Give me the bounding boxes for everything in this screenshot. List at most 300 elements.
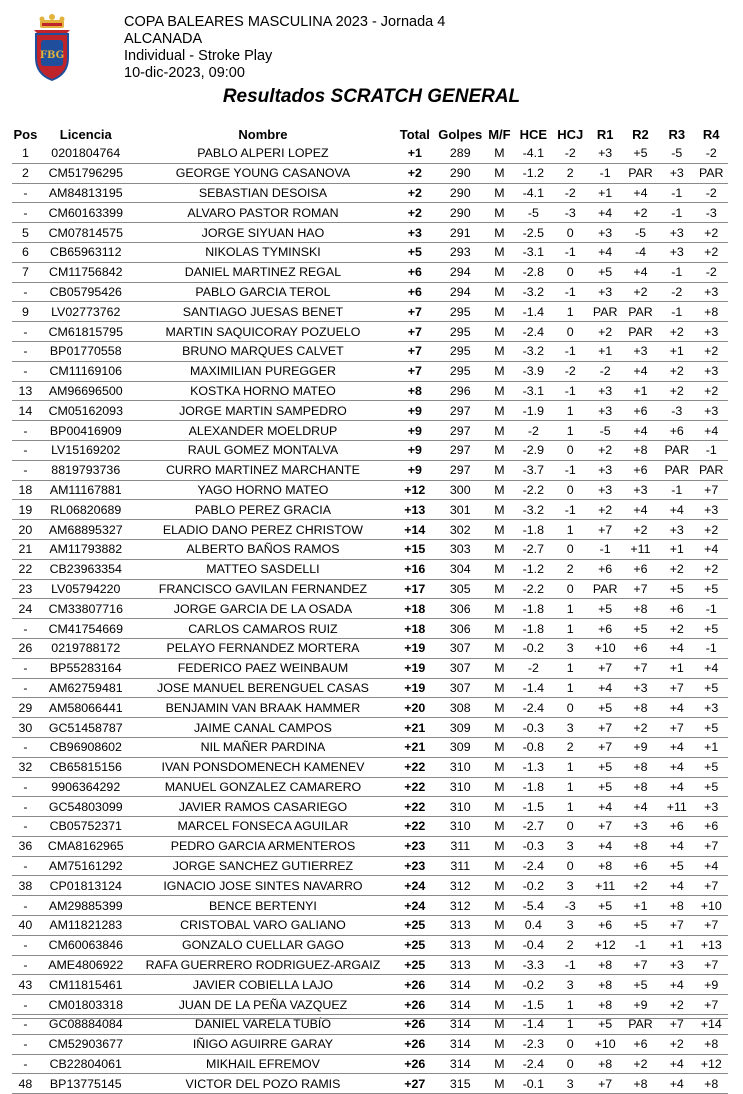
- cell-licencia: AME4806922: [48, 958, 124, 973]
- results-body: [12, 144, 728, 1094]
- cell-r4: +7: [704, 482, 719, 497]
- cell-pos: -: [23, 859, 28, 874]
- cell-golpes: 313: [449, 958, 471, 973]
- cell-hce: -2.7: [522, 819, 545, 834]
- cell-r2: +8: [633, 779, 648, 794]
- table-row: [12, 955, 728, 975]
- logo-lettering: FBG: [39, 50, 65, 61]
- cell-total: +22: [404, 760, 426, 775]
- cell-r1: +11: [595, 878, 616, 893]
- col-header-licencia: Licencia: [59, 126, 112, 142]
- cell-pos: 22: [18, 562, 33, 577]
- cell-golpes: 303: [449, 542, 471, 557]
- table-row: [12, 322, 728, 342]
- cell-r3: +6: [669, 423, 684, 438]
- cell-hce: -3.1: [522, 383, 545, 398]
- cell-total: +7: [407, 364, 422, 379]
- cell-nombre: SEBASTIAN DESOISA: [198, 185, 327, 200]
- cell-hcj: 0: [566, 265, 574, 280]
- cell-golpes: 295: [449, 324, 471, 339]
- cell-r2: +2: [633, 522, 648, 537]
- table-row: [12, 757, 728, 777]
- cell-r4: +2: [704, 344, 719, 359]
- cell-licencia: AM11793882: [49, 542, 123, 557]
- cell-total: +9: [407, 463, 422, 478]
- cell-pos: -: [23, 205, 28, 220]
- table-row: [12, 718, 728, 738]
- cell-mf: M: [494, 403, 505, 418]
- cell-r1: +7: [598, 819, 613, 834]
- cell-r2: +3: [633, 819, 648, 834]
- cell-r4: +3: [704, 324, 719, 339]
- cell-pos: 14: [18, 403, 33, 418]
- cell-r3: +4: [669, 641, 684, 656]
- cell-r4: -2: [705, 185, 717, 200]
- cell-pos: 32: [18, 760, 33, 775]
- cell-r3: +6: [669, 601, 684, 616]
- cell-r2: +8: [633, 839, 648, 854]
- cell-hce: -4.1: [522, 146, 545, 161]
- cell-hcj: 1: [566, 997, 574, 1012]
- table-row: [12, 797, 728, 817]
- cell-nombre: MANUEL GONZALEZ CAMARERO: [164, 779, 362, 794]
- cell-r1: +5: [598, 265, 613, 280]
- table-row: [12, 1074, 728, 1094]
- cell-r3: +4: [669, 977, 684, 992]
- cell-licencia: CB96908602: [49, 740, 122, 755]
- cell-r4: +2: [704, 383, 719, 398]
- cell-r3: +4: [669, 1076, 684, 1091]
- cell-r4: +3: [704, 364, 719, 379]
- cell-nombre: ALBERTO BAÑOS RAMOS: [186, 542, 340, 557]
- cell-r1: +12: [594, 938, 616, 953]
- cell-total: +22: [404, 779, 426, 794]
- cell-hcj: 0: [566, 1037, 574, 1052]
- cell-golpes: 309: [449, 740, 471, 755]
- cell-total: +19: [404, 661, 426, 676]
- col-header-mf: M/F: [488, 126, 511, 142]
- cell-nombre: RAUL GOMEZ MONTALVA: [187, 443, 339, 458]
- cell-hce: -4.1: [522, 185, 545, 200]
- cell-r4: +6: [704, 819, 719, 834]
- cell-total: +7: [407, 344, 422, 359]
- cell-hce: -2.4: [522, 324, 545, 339]
- cell-total: +2: [407, 185, 422, 200]
- cell-total: +18: [404, 601, 426, 616]
- cell-pos: 43: [18, 977, 33, 992]
- cell-total: +24: [404, 878, 426, 893]
- cell-r2: +6: [633, 1037, 648, 1052]
- cell-r3: -1: [671, 304, 683, 319]
- cell-r4: +5: [704, 720, 719, 735]
- cell-pos: 2: [21, 166, 29, 181]
- cell-r4: -3: [705, 205, 717, 220]
- cell-r2: +4: [633, 364, 648, 379]
- cell-r4: -1: [705, 641, 717, 656]
- cell-total: +3: [407, 225, 422, 240]
- cell-r2: +6: [633, 403, 648, 418]
- cell-hce: -1.2: [522, 562, 545, 577]
- cell-r2: +6: [633, 562, 648, 577]
- cell-r2: -4: [634, 245, 646, 260]
- cell-r2: +4: [633, 265, 648, 280]
- cell-hce: -0.2: [522, 878, 545, 893]
- col-header-golpes: Golpes: [438, 126, 483, 142]
- cell-hce: -2.4: [522, 859, 545, 874]
- cell-golpes: 295: [449, 344, 471, 359]
- cell-hce: -2.3: [522, 1037, 545, 1052]
- cell-pos: 30: [18, 720, 33, 735]
- cell-r1: +4: [598, 245, 613, 260]
- cell-r2: +7: [633, 958, 648, 973]
- cell-hce: -2.4: [522, 700, 545, 715]
- cell-hce: -2.8: [522, 265, 545, 280]
- cell-hcj: 3: [566, 720, 574, 735]
- cell-r1: -5: [599, 423, 611, 438]
- table-row: [12, 539, 728, 559]
- cell-r2: +8: [633, 1076, 648, 1091]
- cell-hcj: 0: [566, 700, 574, 715]
- cell-golpes: 295: [449, 364, 471, 379]
- cell-r1: +3: [598, 482, 613, 497]
- cell-hcj: 2: [566, 938, 574, 953]
- cell-pos: 24: [18, 601, 33, 616]
- cell-licencia: CM51796295: [48, 166, 123, 181]
- cell-r1: -1: [599, 542, 611, 557]
- cell-r2: PAR: [628, 1017, 653, 1032]
- cell-r2: +9: [633, 740, 648, 755]
- cell-nombre: PABLO PEREZ GRACIA: [194, 502, 331, 517]
- cell-r4: +14: [700, 1017, 722, 1032]
- cell-mf: M: [494, 760, 505, 775]
- cell-r3: +11: [666, 799, 687, 814]
- cell-hce: -2.2: [522, 581, 545, 596]
- cell-pos: 36: [18, 839, 33, 854]
- cell-licencia: CB65815156: [49, 760, 122, 775]
- cell-pos: -: [23, 1057, 28, 1072]
- results-table: [12, 124, 728, 1094]
- cell-mf: M: [494, 819, 505, 834]
- cell-pos: -: [23, 779, 28, 794]
- cell-nombre: JOSE MANUEL BERENGUEL CASAS: [157, 680, 369, 695]
- cell-mf: M: [494, 383, 505, 398]
- cell-r4: +1: [704, 740, 719, 755]
- cell-pos: 20: [18, 522, 33, 537]
- col-header-total: Total: [399, 126, 430, 142]
- cell-mf: M: [494, 205, 505, 220]
- cell-licencia: BP01770558: [49, 344, 122, 359]
- cell-licencia: GC54803099: [48, 799, 123, 814]
- cell-total: +17: [404, 581, 426, 596]
- cell-total: +2: [407, 166, 422, 181]
- cell-licencia: CB65963112: [50, 245, 122, 260]
- cell-mf: M: [494, 997, 505, 1012]
- table-row: [12, 203, 728, 223]
- cell-total: +6: [407, 265, 422, 280]
- cell-pos: 18: [18, 482, 33, 497]
- table-row: [12, 658, 728, 678]
- cell-nombre: PABLO GARCIA TEROL: [195, 284, 331, 299]
- cell-mf: M: [494, 581, 505, 596]
- cell-r2: PAR: [628, 324, 653, 339]
- cell-total: +26: [404, 1057, 426, 1072]
- cell-licencia: AM11167881: [49, 482, 122, 497]
- cell-r3: +1: [669, 938, 684, 953]
- cell-r4: -1: [705, 601, 717, 616]
- cell-mf: M: [494, 225, 505, 240]
- cell-total: +23: [404, 859, 426, 874]
- cell-licencia: CB05795426: [49, 284, 122, 299]
- cell-hcj: 0: [566, 581, 574, 596]
- cell-total: +27: [404, 1076, 426, 1091]
- cell-r2: +5: [633, 918, 648, 933]
- cell-golpes: 314: [449, 977, 471, 992]
- cell-nombre: MARCEL FONSECA AGUILAR: [177, 819, 349, 834]
- cell-mf: M: [494, 977, 505, 992]
- table-row: [12, 599, 728, 619]
- cell-golpes: 296: [449, 383, 471, 398]
- cell-mf: M: [494, 661, 505, 676]
- cell-total: +25: [404, 958, 426, 973]
- cell-hce: -2.2: [522, 482, 545, 497]
- cell-hcj: 3: [566, 918, 574, 933]
- cell-pos: 29: [18, 700, 33, 715]
- table-row: [12, 737, 728, 757]
- cell-r2: -5: [634, 225, 646, 240]
- cell-hce: -1.3: [522, 760, 545, 775]
- cell-hcj: 1: [566, 1017, 574, 1032]
- table-row: [12, 856, 728, 876]
- cell-hcj: 3: [566, 1076, 574, 1091]
- cell-licencia: AM62759481: [48, 680, 123, 695]
- cell-total: +26: [404, 977, 426, 992]
- cell-pos: -: [23, 344, 28, 359]
- cell-hcj: 2: [566, 166, 574, 181]
- cell-total: +21: [404, 740, 426, 755]
- cell-r4: +2: [704, 562, 719, 577]
- cell-golpes: 300: [449, 482, 471, 497]
- cell-r1: +6: [598, 918, 613, 933]
- table-row: [12, 896, 728, 916]
- cell-nombre: JAVIER RAMOS CASARIEGO: [178, 799, 348, 814]
- table-row: [12, 975, 728, 995]
- table-row: [12, 559, 728, 579]
- cell-mf: M: [494, 324, 505, 339]
- cell-r1: +1: [598, 344, 613, 359]
- cell-r4: +10: [700, 898, 722, 913]
- cell-golpes: 305: [449, 581, 471, 596]
- cell-total: +16: [404, 562, 426, 577]
- cell-r3: +3: [669, 958, 684, 973]
- cell-nombre: YAGO HORNO MATEO: [197, 482, 329, 497]
- cell-licencia: AM11821283: [49, 918, 123, 933]
- table-row: [12, 817, 728, 837]
- cell-nombre: DANIEL VARELA TUBÍO: [194, 1017, 331, 1032]
- cell-hcj: -1: [564, 383, 576, 398]
- cell-r3: +1: [669, 344, 684, 359]
- cell-r2: +2: [633, 878, 648, 893]
- cell-nombre: FEDERICO PAEZ WEINBAUM: [177, 661, 349, 676]
- cell-mf: M: [494, 779, 505, 794]
- cell-golpes: 304: [449, 562, 471, 577]
- cell-golpes: 310: [449, 819, 471, 834]
- cell-mf: M: [494, 522, 505, 537]
- event-format: Individual - Stroke Play: [124, 48, 273, 64]
- table-row: [12, 836, 728, 856]
- cell-nombre: VICTOR DEL POZO RAMIS: [185, 1076, 341, 1091]
- cell-licencia: CP01813124: [49, 878, 122, 893]
- cell-pos: -: [23, 1017, 28, 1032]
- cell-r2: +8: [633, 443, 648, 458]
- cell-r1: +3: [598, 225, 613, 240]
- cell-licencia: AM58066441: [48, 700, 123, 715]
- col-header-hce: HCE: [519, 126, 548, 142]
- cell-golpes: 293: [449, 245, 471, 260]
- cell-pos: -: [23, 740, 28, 755]
- cell-pos: 40: [18, 918, 33, 933]
- cell-licencia: CM61815795: [48, 324, 123, 339]
- table-row: [12, 500, 728, 520]
- cell-nombre: CRISTOBAL VARO GALIANO: [180, 918, 346, 933]
- cell-r3: -2: [671, 284, 683, 299]
- cell-licencia: RL06820689: [50, 502, 122, 517]
- cell-hcj: -1: [564, 245, 576, 260]
- cell-hce: -1.5: [522, 997, 545, 1012]
- cell-licencia: CM11169106: [49, 364, 123, 379]
- cell-r4: +5: [704, 581, 719, 596]
- cell-hce: -3.9: [522, 364, 545, 379]
- cell-nombre: NIL MAÑER PARDINA: [200, 740, 326, 755]
- cell-r4: +9: [704, 977, 719, 992]
- cell-hce: -3.3: [522, 958, 545, 973]
- cell-nombre: PABLO ALPERI LOPEZ: [197, 146, 329, 161]
- cell-licencia: AM96696500: [48, 383, 123, 398]
- cell-total: +26: [404, 1017, 426, 1032]
- cell-nombre: MATTEO SASDELLI: [206, 562, 320, 577]
- cell-licencia: CB05752371: [49, 819, 122, 834]
- cell-licencia: AM29885399: [48, 898, 123, 913]
- cell-hce: -1.9: [522, 403, 545, 418]
- cell-hcj: 1: [566, 403, 574, 418]
- cell-golpes: 307: [449, 661, 471, 676]
- cell-golpes: 307: [449, 680, 471, 695]
- cell-r3: +2: [669, 997, 684, 1012]
- cell-nombre: IVAN PONSDOMENECH KAMENEV: [161, 760, 365, 775]
- cell-r2: +2: [633, 1057, 648, 1072]
- cell-licencia: BP13775145: [49, 1076, 122, 1091]
- cell-r4: +4: [704, 542, 719, 557]
- cell-hce: -5.4: [522, 898, 545, 913]
- cell-nombre: BENCE BERTENYI: [209, 898, 317, 913]
- cell-hce: -3.2: [522, 344, 545, 359]
- cell-mf: M: [494, 1037, 505, 1052]
- cell-golpes: 307: [449, 641, 471, 656]
- cell-mf: M: [494, 1017, 505, 1032]
- cell-r2: +3: [633, 482, 648, 497]
- cell-r2: +1: [633, 383, 648, 398]
- cell-licencia: CMA8162965: [47, 839, 124, 854]
- cell-nombre: KOSTKA HORNO MATEO: [190, 383, 336, 398]
- cell-r2: +8: [633, 700, 648, 715]
- cell-total: +22: [404, 799, 426, 814]
- cell-mf: M: [494, 344, 505, 359]
- cell-hce: -2.4: [522, 1057, 545, 1072]
- cell-licencia: GC51458787: [48, 720, 123, 735]
- cell-licencia: CM41754669: [48, 621, 123, 636]
- cell-r3: +4: [669, 760, 684, 775]
- cell-r3: +2: [669, 1037, 684, 1052]
- cell-r1: +10: [594, 641, 616, 656]
- cell-pos: -: [23, 443, 28, 458]
- cell-r2: +5: [633, 146, 648, 161]
- cell-r2: +7: [633, 581, 648, 596]
- cell-mf: M: [494, 423, 505, 438]
- cell-mf: M: [494, 740, 505, 755]
- cell-mf: M: [494, 799, 505, 814]
- cell-licencia: 0201804764: [51, 146, 121, 161]
- cell-golpes: 297: [449, 403, 471, 418]
- cell-mf: M: [494, 918, 505, 933]
- cell-hcj: 0: [566, 324, 574, 339]
- cell-r2: +2: [633, 284, 648, 299]
- cell-golpes: 314: [449, 997, 471, 1012]
- cell-golpes: 314: [449, 1057, 471, 1072]
- cell-pos: -: [23, 938, 28, 953]
- cell-nombre: JAIME CANAL CAMPOS: [193, 720, 332, 735]
- cell-r2: +3: [633, 344, 648, 359]
- cell-r4: +4: [704, 423, 719, 438]
- cell-total: +24: [404, 898, 426, 913]
- page-title: Resultados SCRATCH GENERAL: [222, 86, 521, 107]
- cell-r1: +4: [598, 799, 613, 814]
- cell-r2: +6: [633, 641, 648, 656]
- table-row: [12, 638, 728, 658]
- cell-hce: -2: [527, 423, 539, 438]
- table-row: [12, 678, 728, 698]
- cell-r3: +6: [669, 819, 684, 834]
- cell-nombre: FRANCISCO GAVILAN FERNANDEZ: [158, 581, 368, 596]
- cell-r4: -1: [705, 443, 717, 458]
- cell-r4: +2: [704, 522, 719, 537]
- cell-nombre: MARTIN SAQUICORAY POZUELO: [165, 324, 361, 339]
- cell-r2: +4: [633, 799, 648, 814]
- cell-mf: M: [494, 641, 505, 656]
- cell-r1: +7: [598, 740, 613, 755]
- cell-hce: -2: [527, 661, 539, 676]
- cell-hcj: 1: [566, 304, 574, 319]
- col-header-r2: R2: [632, 126, 649, 142]
- cell-nombre: RAFA GUERRERO RODRIGUEZ-ARGAIZ: [145, 958, 381, 973]
- table-row: [12, 361, 728, 381]
- cell-licencia: LV05794220: [51, 581, 121, 596]
- cell-mf: M: [494, 364, 505, 379]
- cell-r2: +3: [633, 680, 648, 695]
- cell-r3: PAR: [664, 463, 690, 478]
- cell-hce: -1.8: [522, 621, 545, 636]
- cell-hcj: -3: [564, 205, 576, 220]
- cell-r2: -1: [634, 938, 646, 953]
- cell-mf: M: [494, 859, 505, 874]
- cell-licencia: BP00416909: [49, 423, 122, 438]
- cell-mf: M: [494, 502, 505, 517]
- cell-hcj: -2: [564, 146, 576, 161]
- cell-nombre: ALEXANDER MOELDRUP: [188, 423, 338, 438]
- cell-r3: +1: [669, 661, 684, 676]
- cell-total: +21: [404, 720, 426, 735]
- cell-mf: M: [494, 601, 505, 616]
- cell-hcj: -1: [564, 502, 576, 517]
- cell-r4: +7: [704, 839, 719, 854]
